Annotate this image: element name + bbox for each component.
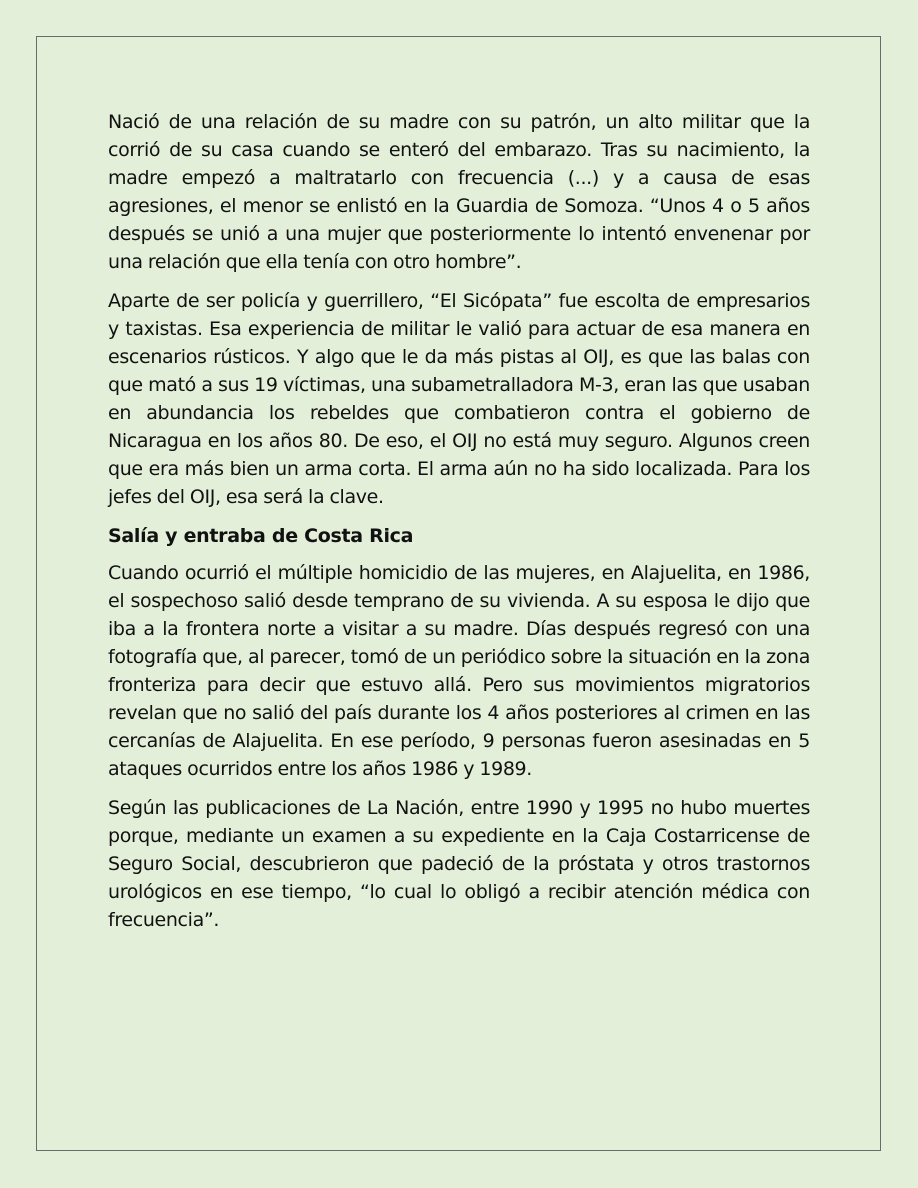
paragraph-1: Nació de una relación de su madre con su patrón, un alto militar que la corrió de su casa cuando se enteró del embarazo. Tras su nacimiento, la madre empezó a maltratarlo con frecuencia (...) y a causa de esas agresiones, el menor se enlistó en la Guardia de Somoza. “Unos 4 o 5 años después se unió a una mujer que posteriormente lo intentó envenenar por una relación que ella tenía con otro hombre”. <box>108 111 810 273</box>
paragraph-3: Cuando ocurrió el múltiple homicidio de las mujeres, en Alajuelita, en 1986, el sospechoso salió desde temprano de su vivienda. A su esposa le dijo que iba a la frontera norte a visitar a su madre. Días después regresó con una fotografía que, al parecer, tomó de un periódico sobre la situación en la zona fronteriza para decir que estuvo allá. Pero sus movimientos migratorios revelan que no salió del país durante los 4 años posteriores al crimen en las cercanías de Alajuelita. En ese período, 9 personas fueron asesinadas en 5 ataques ocurridos entre los años 1986 y 1989. <box>108 562 810 780</box>
paragraph-4: Según las publicaciones de La Nación, entre 1990 y 1995 no hubo muertes porque, mediante un examen a su expediente en la Caja Costarricense de Seguro Social, descubrieron que padeció de la próstata y otros trastornos urológicos en ese tiempo, “lo cual lo obligó a recibir atención médica con frecuencia”. <box>108 797 810 931</box>
section-heading: Salía y entraba de Costa Rica <box>108 525 414 547</box>
paragraph-2: Aparte de ser policía y guerrillero, “El Sicópata” fue escolta de empresarios y taxistas. Esa experiencia de militar le valió para actuar de esa manera en escenarios rústicos. Y algo que le da más pistas al OIJ, es que las balas con que mató a sus 19 víctimas, una subametralladora M-3, eran las que usaban en abundancia los rebeldes que combatieron contra el gobierno de Nicaragua en los años 80. De eso, el OIJ no está muy seguro. Algunos creen que era más bien un arma corta. El arma aún no ha sido localizada. Para los jefes del OIJ, esa será la clave. <box>108 290 810 508</box>
document-body <box>108 108 810 945</box>
